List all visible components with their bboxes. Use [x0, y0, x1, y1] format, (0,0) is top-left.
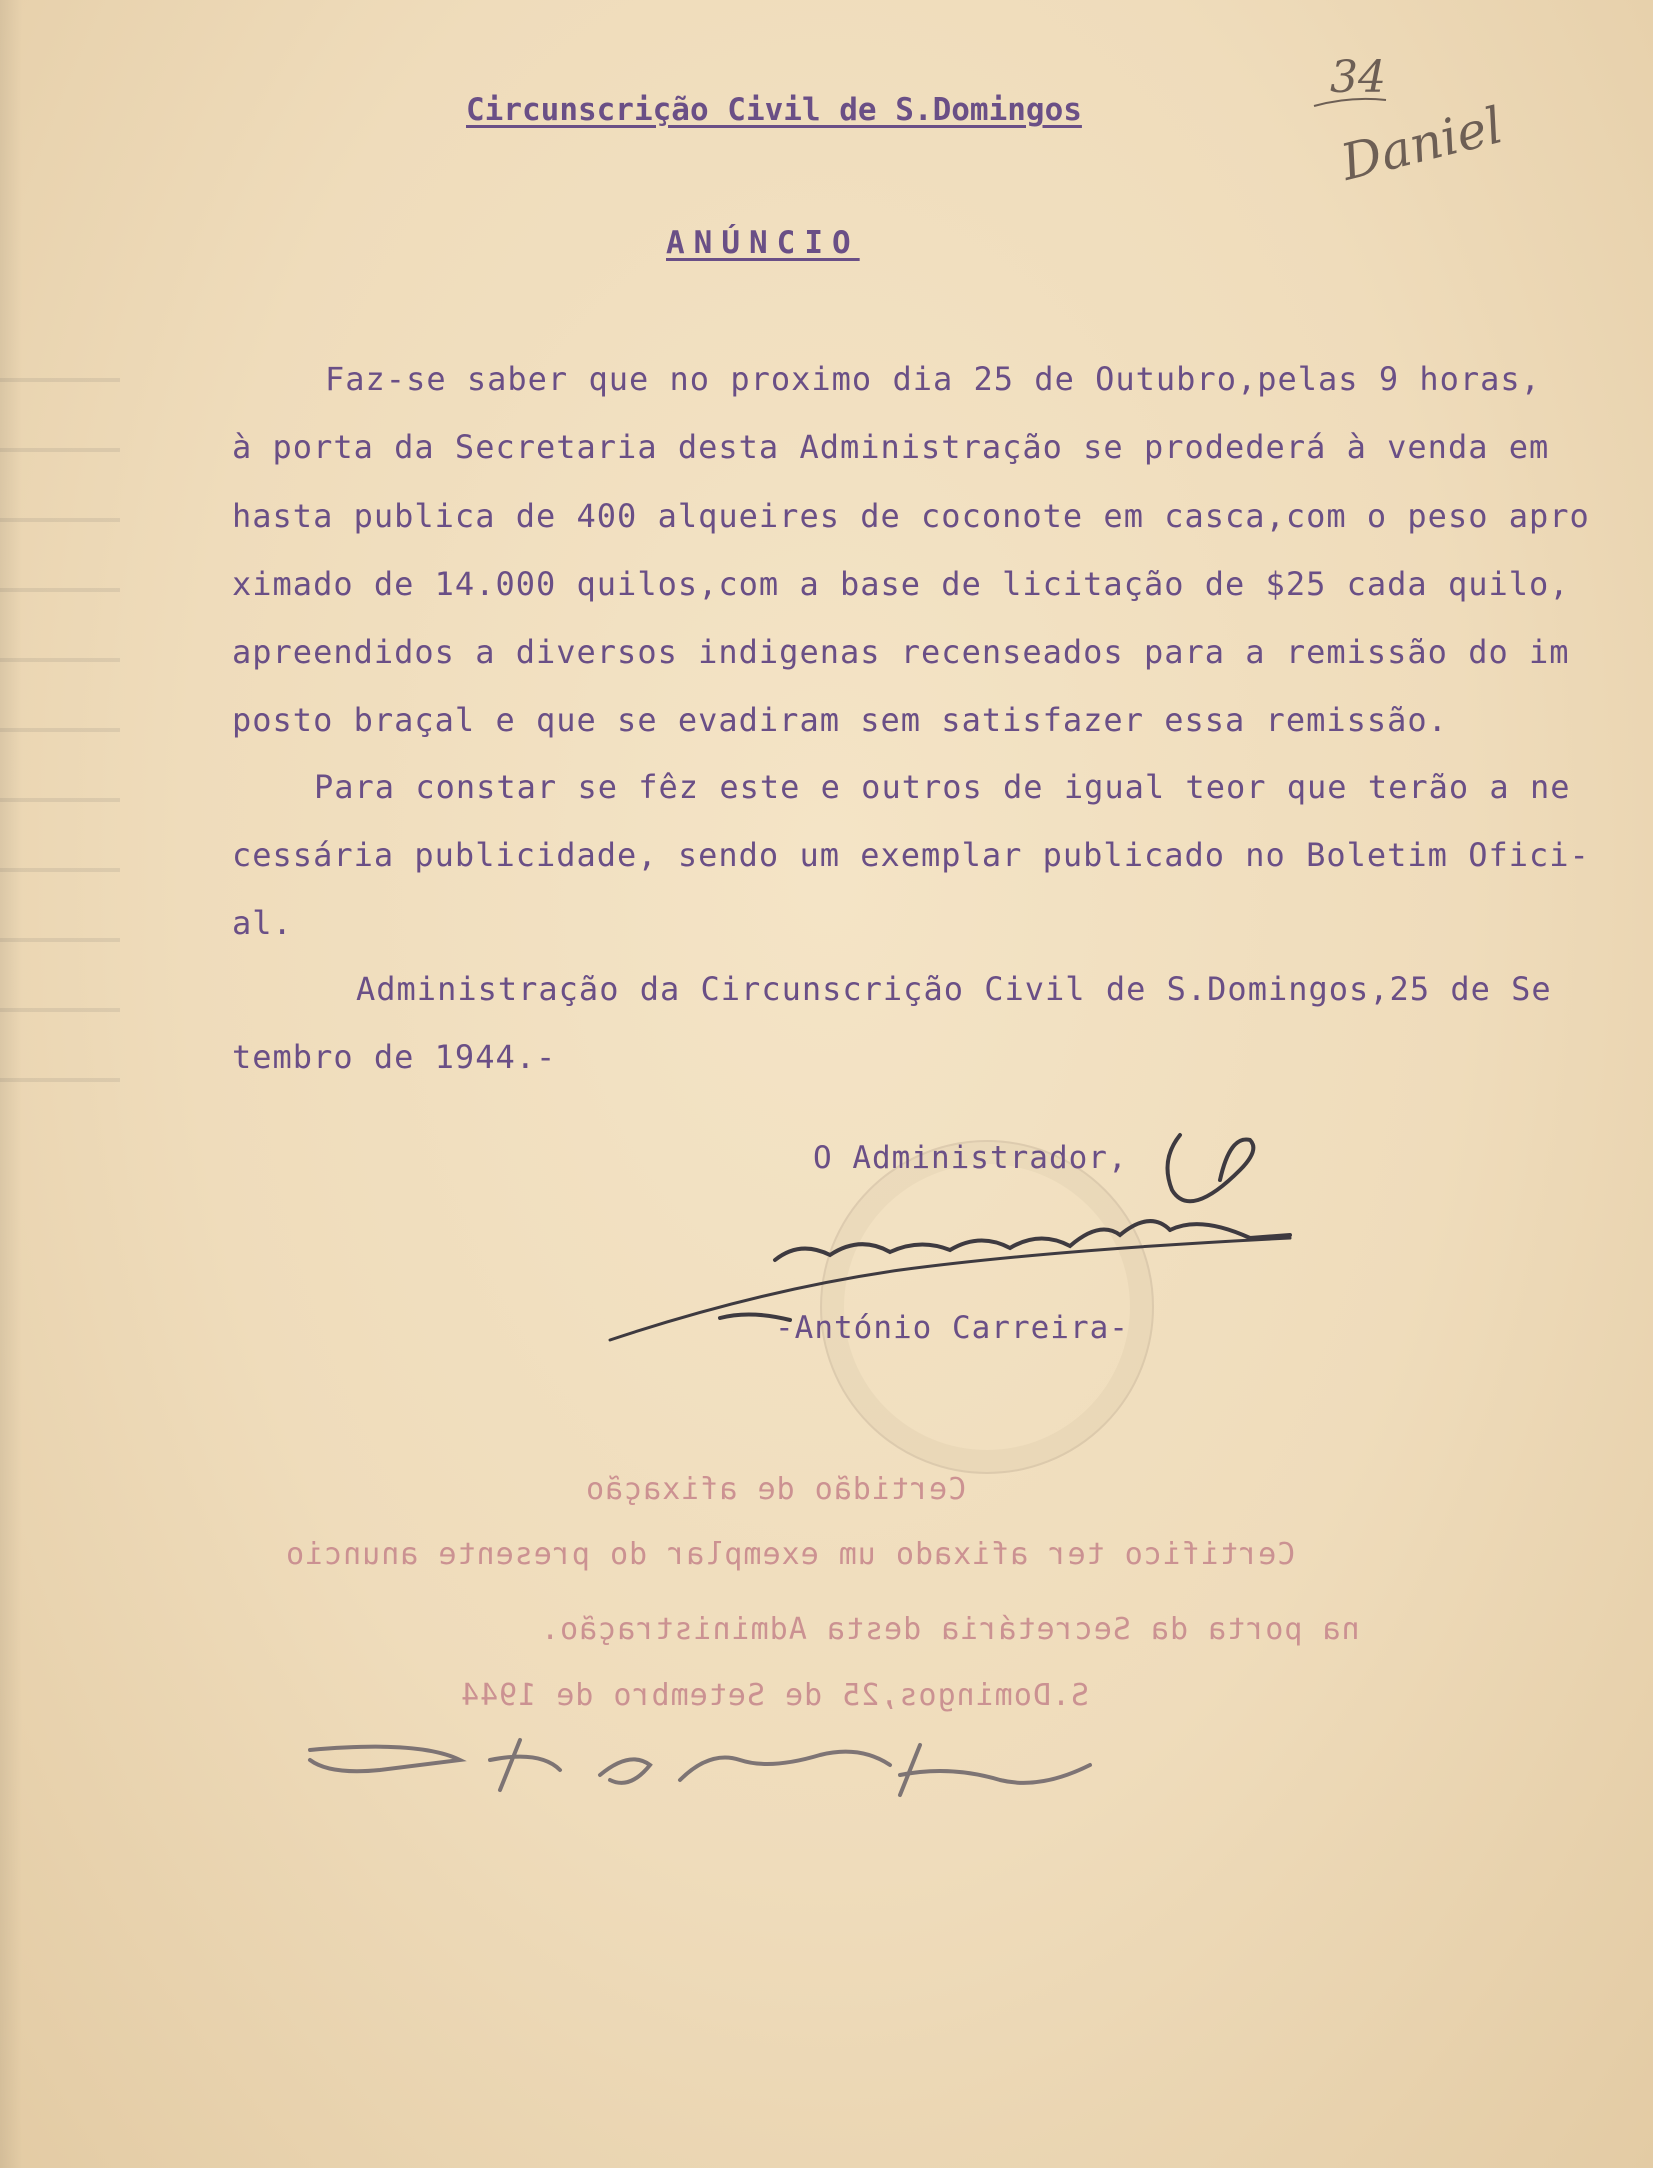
signatory-role: O Administrador, — [813, 1140, 1128, 1176]
body-line: à porta da Secretaria desta Administração se prodederá à venda em — [232, 428, 1550, 466]
header-circunscricao: Circunscrição Civil de S.Domingos — [466, 92, 1082, 128]
pencil-initials: Daniel — [1335, 96, 1509, 192]
body-line: apreendidos a diversos indigenas recenseados para a remissão do im — [232, 633, 1570, 671]
offset-certidao-line: Certifico ter afixado um exemplar do presente anuncio — [285, 1537, 1296, 1572]
signatory-name: -António Carreira- — [775, 1310, 1129, 1346]
page-number: 34 — [1330, 52, 1386, 103]
body-line: hasta publica de 400 alqueires de coconote em casca,com o peso apro — [232, 497, 1590, 535]
body-line: cessária publicidade, sendo um exemplar publicado no Boletim Ofici- — [232, 836, 1590, 874]
offset-certidao-line: na porta da Secretária desta Administração. — [540, 1612, 1360, 1647]
body-line: ximado de 14.000 quilos,com a base de licitação de $25 cada quilo, — [232, 565, 1570, 603]
body-line: Faz-se saber que no proximo dia 25 de Outubro,pelas 9 horas, — [325, 360, 1541, 398]
offset-certidao-date: S.Domingos,25 de Setembro de 1944 — [460, 1678, 1090, 1713]
page-number-underline — [1310, 92, 1390, 112]
body-line: Para constar se fêz este e outros de igual teor que terão a ne — [314, 768, 1571, 806]
offset-signature — [300, 1720, 1140, 1810]
body-line: al. — [232, 904, 293, 942]
body-line: tembro de 1944.- — [232, 1038, 557, 1076]
offset-certidao-title: Certidão de afixação — [585, 1472, 967, 1507]
body-line: Administração da Circunscrição Civil de S.Domingos,25 de Se — [356, 970, 1552, 1008]
body-line: posto braçal e que se evadiram sem satisfazer essa remissão. — [232, 701, 1448, 739]
bleed-through-marks — [0, 330, 120, 1130]
announcement-title: ANÚNCIO — [666, 225, 860, 261]
